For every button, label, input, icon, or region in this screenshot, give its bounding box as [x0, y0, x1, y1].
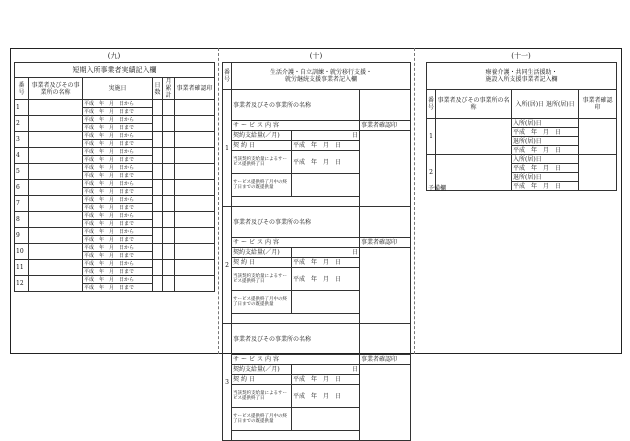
row-number: 7 [15, 196, 29, 212]
date-to: 平成 年 月 日まで [83, 156, 153, 164]
table-row [223, 324, 411, 355]
table-row [15, 228, 215, 236]
contract-date-label: 契約日 [232, 375, 292, 385]
provider-cell [29, 132, 83, 148]
days-cell [153, 116, 163, 132]
days-cell [153, 148, 163, 164]
remaining-value [292, 408, 360, 431]
confirm-cell [579, 155, 617, 191]
provider-label: 事業者及びその事業所の名称 [232, 90, 360, 121]
table-row [223, 238, 411, 248]
panel-divider [218, 48, 219, 354]
confirm-stamp [360, 131, 411, 207]
days-cell [153, 244, 163, 260]
provider-cell [29, 196, 83, 212]
provider-cell [29, 276, 83, 292]
panel10-title [232, 63, 411, 90]
monthly-total-cell [163, 276, 175, 292]
date-to: 平成 年 月 日まで [83, 188, 153, 196]
remaining-value [292, 291, 360, 314]
service-label: サービス内容 [232, 238, 360, 248]
table-row [427, 119, 617, 128]
provider-stamp [360, 324, 411, 355]
exit-label: 退所(居)日 [512, 173, 579, 182]
row-number: 8 [15, 212, 29, 228]
row-number: 11 [15, 260, 29, 276]
contract-end-label: 当該契約支給量によるサービス提供終了日 [232, 268, 292, 291]
remaining-label: サービス提供終了月中の終了日までの既提供量 [232, 408, 292, 431]
provider-label: 事業者及びその事業所の名称 [232, 207, 360, 238]
panel11-number: (十一) [511, 52, 531, 60]
confirm-cell [175, 164, 215, 180]
header-no: 番号 [223, 63, 232, 90]
provider-label: 事業者及びその事業所の名称 [232, 324, 360, 355]
date-from: 平成 年 月 日から [83, 132, 153, 140]
date-to: 平成 年 月 日まで [83, 124, 153, 132]
provider-cell [436, 155, 512, 191]
provider-cell [29, 228, 83, 244]
entry-label: 入所(居)日 [512, 119, 579, 128]
header-confirm: 事業者確認印 [579, 90, 617, 119]
title-line: 療養介護・共同生活援助・ [485, 69, 558, 76]
title-line: 生活介護・自立訓練・就労移行支援・ [270, 69, 373, 76]
service-label: サービス内容 [232, 121, 360, 131]
confirm-cell [175, 276, 215, 292]
remaining-label: サービス提供終了月中の終了日までの既提供量 [232, 174, 292, 197]
row-number: 3 [15, 132, 29, 148]
confirm-cell [175, 148, 215, 164]
panel11-table [426, 62, 617, 191]
panel9-table [14, 62, 215, 292]
table-row [15, 148, 215, 156]
days-cell [153, 276, 163, 292]
contract-date-value: 平成 年 月 日 [292, 258, 360, 268]
contract-end-label: 当該契約支給量によるサービス提供終了日 [232, 385, 292, 408]
spacer-cell [232, 431, 360, 441]
days-cell [153, 228, 163, 244]
contract-amount-label: 契約支給量(／月) [232, 365, 292, 375]
entry-date: 平成 年 月 日 [512, 164, 579, 173]
contract-date-value: 平成 年 月 日 [292, 141, 360, 151]
panel10-number: (十) [309, 52, 323, 60]
days-cell [153, 212, 163, 228]
exit-label: 退所(居)日 [512, 137, 579, 146]
notes-label: 予備欄 [428, 185, 447, 192]
table-row [15, 180, 215, 188]
monthly-total-cell [163, 116, 175, 132]
entry-date: 平成 年 月 日 [512, 128, 579, 137]
confirm-stamp [360, 248, 411, 324]
table-row [15, 276, 215, 284]
contract-end-label: 当該契約支給量によるサービス提供終了日 [232, 151, 292, 174]
date-from: 平成 年 月 日から [83, 164, 153, 172]
contract-end-value: 平成 年 月 日 [292, 268, 360, 291]
block-number: 2 [223, 207, 232, 324]
date-from: 平成 年 月 日から [83, 116, 153, 124]
date-to: 平成 年 月 日まで [83, 236, 153, 244]
date-from: 平成 年 月 日から [83, 196, 153, 204]
days-cell [153, 260, 163, 276]
provider-cell [436, 119, 512, 155]
monthly-total-cell [163, 212, 175, 228]
provider-cell [29, 260, 83, 276]
date-from: 平成 年 月 日から [83, 180, 153, 188]
table-row [223, 90, 411, 121]
date-to: 平成 年 月 日まで [83, 172, 153, 180]
provider-cell [29, 100, 83, 116]
provider-cell [29, 148, 83, 164]
date-from: 平成 年 月 日から [83, 228, 153, 236]
date-to: 平成 年 月 日まで [83, 252, 153, 260]
monthly-total-cell [163, 228, 175, 244]
date-to: 平成 年 月 日まで [83, 140, 153, 148]
contract-end-value: 平成 年 月 日 [292, 385, 360, 408]
days-cell [153, 164, 163, 180]
exit-date: 平成 年 月 日 [512, 182, 579, 191]
remaining-value [292, 174, 360, 197]
date-from: 平成 年 月 日から [83, 100, 153, 108]
table-row [15, 164, 215, 172]
monthly-total-cell [163, 132, 175, 148]
table-row [223, 121, 411, 131]
confirm-label: 事業者確認印 [360, 121, 411, 131]
table-row [15, 100, 215, 108]
provider-stamp [360, 90, 411, 121]
confirm-cell [175, 180, 215, 196]
block-number: 2 [427, 155, 436, 191]
day-unit: 日 [292, 131, 360, 141]
provider-cell [29, 116, 83, 132]
header-provider: 事業者及びその事業所の名称 [436, 90, 512, 119]
panel9-number: (九) [107, 52, 121, 60]
confirm-cell [175, 116, 215, 132]
table-row [223, 248, 411, 258]
header-dates: 入所(居)日 退所(居)日 [512, 90, 579, 119]
title-line: 施設入所支援事業者記入欄 [485, 76, 558, 83]
monthly-total-cell [163, 260, 175, 276]
monthly-total-cell [163, 196, 175, 212]
provider-cell [29, 212, 83, 228]
confirm-cell [175, 100, 215, 116]
row-number: 2 [15, 116, 29, 132]
date-to: 平成 年 月 日まで [83, 220, 153, 228]
row-number: 10 [15, 244, 29, 260]
table-row [15, 116, 215, 124]
remaining-label: サービス提供終了月中の終了日までの既提供量 [232, 291, 292, 314]
date-from: 平成 年 月 日から [83, 276, 153, 284]
table-row [15, 196, 215, 204]
row-number: 6 [15, 180, 29, 196]
monthly-total-cell [163, 164, 175, 180]
spacer-cell [232, 197, 360, 207]
spacer-cell [232, 314, 360, 324]
day-unit: 日 [292, 248, 360, 258]
days-cell [153, 132, 163, 148]
confirm-cell [175, 196, 215, 212]
block-number: 1 [223, 90, 232, 207]
header-days: 日数 [153, 78, 163, 100]
days-cell [153, 100, 163, 116]
header-confirm: 事業者確認印 [175, 78, 215, 100]
row-number: 1 [15, 100, 29, 116]
provider-cell [29, 164, 83, 180]
date-from: 平成 年 月 日から [83, 212, 153, 220]
table-row [223, 207, 411, 238]
date-from: 平成 年 月 日から [83, 260, 153, 268]
confirm-cell [175, 212, 215, 228]
date-from: 平成 年 月 日から [83, 244, 153, 252]
contract-amount-label: 契約支給量(／月) [232, 131, 292, 141]
date-to: 平成 年 月 日まで [83, 268, 153, 276]
days-cell [153, 180, 163, 196]
day-unit: 日 [292, 365, 360, 375]
confirm-cell [175, 132, 215, 148]
row-number: 5 [15, 164, 29, 180]
monthly-total-cell [163, 180, 175, 196]
monthly-total-cell [163, 148, 175, 164]
block-number: 1 [427, 119, 436, 155]
header-provider: 事業者及びその事業所の名称 [29, 78, 83, 100]
panel11-title [427, 63, 617, 90]
confirm-cell [175, 260, 215, 276]
service-label: サービス内容 [232, 355, 360, 365]
confirm-label: 事業者確認印 [360, 355, 411, 365]
header-no: 番号 [427, 90, 436, 119]
table-row [427, 155, 617, 164]
provider-cell [29, 180, 83, 196]
header-no: 番号 [15, 78, 29, 100]
monthly-total-cell [163, 100, 175, 116]
date-to: 平成 年 月 日まで [83, 108, 153, 116]
panel10-table [222, 62, 411, 441]
table-row [15, 260, 215, 268]
table-row [223, 355, 411, 365]
header-monthly-total: 月累計 [163, 78, 175, 100]
monthly-total-cell [163, 244, 175, 260]
title-line: 就労継続支援事業者記入欄 [285, 76, 358, 83]
row-number: 9 [15, 228, 29, 244]
header-implementation: 実施日 [83, 78, 153, 100]
panel-divider [414, 48, 415, 354]
date-from: 平成 年 月 日から [83, 148, 153, 156]
date-to: 平成 年 月 日まで [83, 284, 153, 292]
exit-date: 平成 年 月 日 [512, 146, 579, 155]
row-number: 4 [15, 148, 29, 164]
table-row [223, 131, 411, 141]
contract-date-label: 契約日 [232, 141, 292, 151]
confirm-cell [175, 228, 215, 244]
confirm-cell [175, 244, 215, 260]
provider-cell [29, 244, 83, 260]
provider-stamp [360, 207, 411, 238]
date-to: 平成 年 月 日まで [83, 204, 153, 212]
contract-end-value: 平成 年 月 日 [292, 151, 360, 174]
panel9-title: 短期入所事業者実績記入欄 [15, 63, 215, 78]
block-number: 3 [223, 324, 232, 441]
table-row [223, 365, 411, 375]
table-row [15, 244, 215, 252]
confirm-stamp [360, 365, 411, 441]
contract-amount-label: 契約支給量(／月) [232, 248, 292, 258]
days-cell [153, 196, 163, 212]
table-row [15, 132, 215, 140]
confirm-cell [579, 119, 617, 155]
table-row [15, 212, 215, 220]
entry-label: 入所(居)日 [512, 155, 579, 164]
row-number: 12 [15, 276, 29, 292]
confirm-label: 事業者確認印 [360, 238, 411, 248]
contract-date-label: 契約日 [232, 258, 292, 268]
contract-date-value: 平成 年 月 日 [292, 375, 360, 385]
